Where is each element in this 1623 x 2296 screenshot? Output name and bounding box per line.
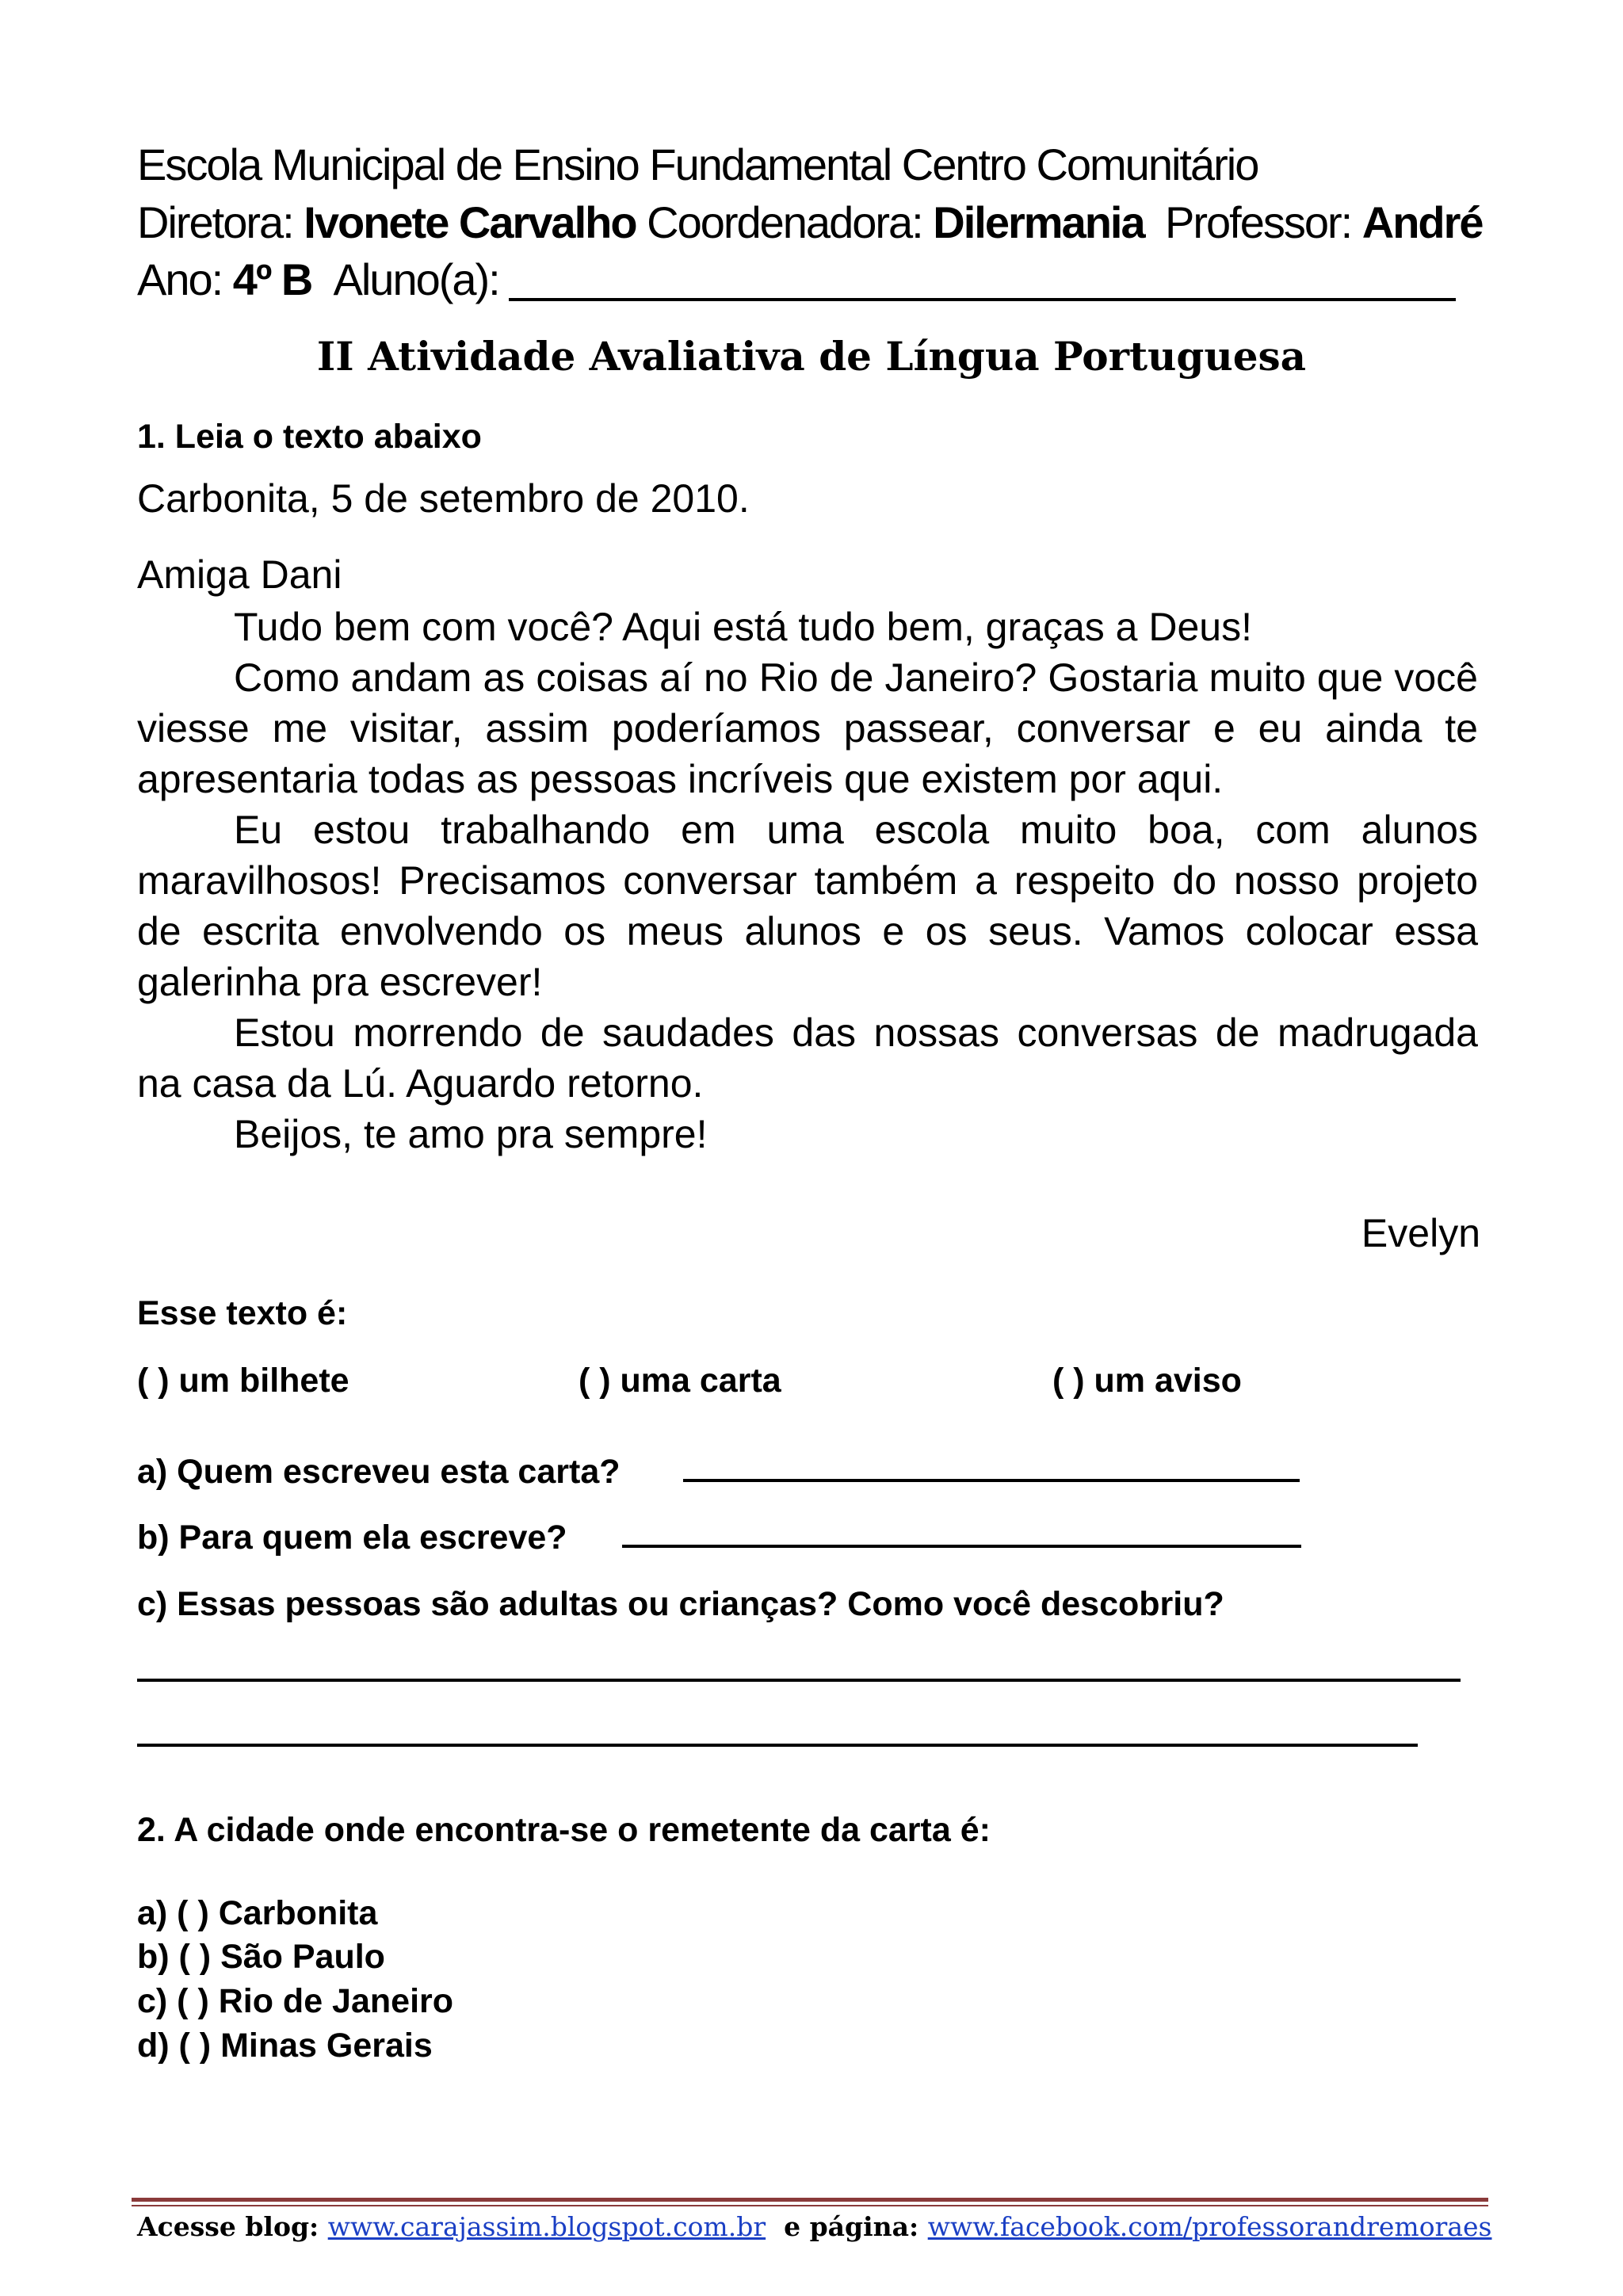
student-line bbox=[137, 254, 499, 305]
letter-signature: Evelyn bbox=[1361, 1211, 1480, 1255]
type-question: Esse texto é: bbox=[137, 1294, 348, 1332]
coordinator-name: Dilermania bbox=[933, 197, 1144, 247]
year-value: 4º B bbox=[232, 254, 312, 304]
footer-page-label: e página: bbox=[766, 2211, 928, 2242]
professor-label: Professor: bbox=[1165, 197, 1362, 247]
option-aviso[interactable]: ( ) um aviso bbox=[1052, 1362, 1242, 1400]
director-label: Diretora: bbox=[137, 197, 304, 247]
professor-line bbox=[1165, 197, 1483, 248]
letter-date: Carbonita, 5 de setembro de 2010. bbox=[137, 476, 750, 521]
professor-name: André bbox=[1361, 197, 1483, 247]
coordinator-label: Coordenadora: bbox=[636, 197, 934, 247]
page-title: II Atividade Avaliativa de Língua Portuguesa bbox=[316, 333, 1307, 380]
letter-paragraph-2: Como andam as coisas aí no Rio de Janeiro? Gostaria muito que você viesse me visitar, assim poderíamos passear, conversar e eu ainda te apresentaria todas as pessoas incríveis que existem por aqui. bbox=[137, 655, 1478, 801]
letter-body bbox=[137, 602, 1478, 1159]
option-bilhete[interactable]: ( ) um bilhete bbox=[137, 1362, 349, 1400]
year-label: Ano: bbox=[137, 254, 233, 304]
option-carta[interactable]: ( ) uma carta bbox=[579, 1362, 781, 1400]
footer-rule bbox=[132, 2198, 1488, 2202]
footer-blog-label: Acesse blog: bbox=[137, 2211, 328, 2242]
answer-c-blank-2[interactable] bbox=[137, 1744, 1418, 1747]
letter-paragraph-1: Tudo bem com você? Aqui está tudo bem, graças a Deus! bbox=[234, 605, 1252, 649]
q2-option-d[interactable]: d) ( ) Minas Gerais bbox=[137, 2027, 433, 2065]
answer-b-blank[interactable] bbox=[622, 1545, 1301, 1548]
footer bbox=[137, 2211, 1491, 2242]
school-name-text: Escola Municipal de Ensino Fundamental Centro Comunitário bbox=[137, 139, 1258, 189]
student-name-blank[interactable] bbox=[509, 298, 1456, 301]
q2-option-a[interactable]: a) ( ) Carbonita bbox=[137, 1894, 378, 1932]
footer-rule-thin bbox=[132, 2205, 1488, 2206]
footer-blog-link[interactable]: www.carajassim.blogspot.com.br bbox=[327, 2211, 766, 2242]
student-label: Aluno(a): bbox=[333, 254, 499, 304]
letter-greeting: Amiga Dani bbox=[137, 552, 342, 597]
school-name bbox=[137, 139, 1258, 190]
question-a: a) Quem escreveu esta carta? bbox=[137, 1453, 621, 1491]
q1-heading: 1. Leia o texto abaixo bbox=[137, 418, 482, 456]
q2-option-c[interactable]: c) ( ) Rio de Janeiro bbox=[137, 1982, 454, 2020]
answer-c-blank-1[interactable] bbox=[137, 1679, 1461, 1682]
footer-page-link[interactable]: www.facebook.com/professorandremoraes bbox=[927, 2211, 1492, 2242]
question-c: c) Essas pessoas são adultas ou crianças? Como você descobriu? bbox=[137, 1585, 1224, 1623]
question-b: b) Para quem ela escreve? bbox=[137, 1519, 567, 1557]
staff-line bbox=[137, 197, 1144, 248]
q2-option-b[interactable]: b) ( ) São Paulo bbox=[137, 1938, 385, 1976]
director-name: Ivonete Carvalho bbox=[304, 197, 636, 247]
q2-heading: 2. A cidade onde encontra-se o remetente da carta é: bbox=[137, 1811, 991, 1849]
letter-paragraph-5: Beijos, te amo pra sempre! bbox=[234, 1112, 708, 1156]
answer-a-blank[interactable] bbox=[683, 1479, 1300, 1482]
letter-paragraph-3: Eu estou trabalhando em uma escola muito boa, com alunos maravilhosos! Precisamos conversar também a respeito do nosso projeto de escrita envolvendo os meus alunos e os seus. Vamos colocar essa galerinha pra escrever! bbox=[137, 808, 1478, 1004]
letter-paragraph-4: Estou morrendo de saudades das nossas conversas de madrugada na casa da Lú. Aguardo retorno. bbox=[137, 1010, 1478, 1106]
